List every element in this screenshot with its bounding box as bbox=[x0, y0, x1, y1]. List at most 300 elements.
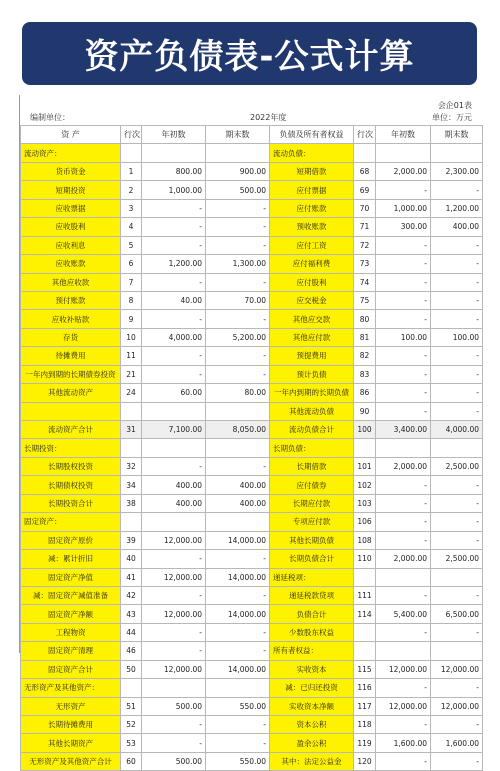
asset-opening-cell[interactable]: - bbox=[142, 716, 206, 734]
liability-closing-cell[interactable]: - bbox=[431, 494, 483, 512]
liability-opening-cell[interactable]: - bbox=[376, 752, 431, 770]
liability-opening-cell[interactable]: 12,000.00 bbox=[376, 660, 431, 678]
liability-closing-cell[interactable]: 1,600.00 bbox=[431, 734, 483, 752]
liability-opening-cell[interactable]: - bbox=[376, 586, 431, 604]
liability-opening-cell[interactable]: - bbox=[376, 402, 431, 420]
asset-line-no-cell[interactable]: 24 bbox=[121, 384, 142, 402]
liability-opening-cell[interactable]: 300.00 bbox=[376, 218, 431, 236]
liability-name-cell[interactable]: 其他长期负债 bbox=[270, 531, 354, 549]
asset-name-cell[interactable]: 应收股利 bbox=[21, 218, 121, 236]
asset-name-cell[interactable]: 应收利息 bbox=[21, 236, 121, 254]
table-row bbox=[21, 439, 483, 457]
asset-closing-cell[interactable]: - bbox=[206, 218, 270, 236]
asset-closing-cell[interactable]: - bbox=[206, 457, 270, 475]
asset-name-cell[interactable]: 长期债权投资 bbox=[21, 476, 121, 494]
liability-line-no-cell[interactable]: 72 bbox=[354, 236, 376, 254]
asset-closing-cell[interactable]: 14,000.00 bbox=[206, 531, 270, 549]
liability-opening-cell[interactable]: - bbox=[376, 291, 431, 309]
asset-closing-cell[interactable] bbox=[206, 679, 270, 697]
column-header[interactable]: 负债及所有者权益 bbox=[270, 126, 354, 144]
liability-opening-cell[interactable]: 2,000.00 bbox=[376, 457, 431, 475]
liability-line-no-cell[interactable] bbox=[354, 568, 376, 586]
asset-opening-cell[interactable]: 12,000.00 bbox=[142, 568, 206, 586]
asset-closing-cell[interactable]: 5,200.00 bbox=[206, 328, 270, 346]
liability-line-no-cell[interactable]: 106 bbox=[354, 513, 376, 531]
asset-name-cell[interactable]: 流动资产： bbox=[21, 144, 121, 162]
liability-name-cell[interactable]: 预收账款 bbox=[270, 218, 354, 236]
liability-line-no-cell[interactable]: 81 bbox=[354, 328, 376, 346]
liability-closing-cell[interactable]: 1,200.00 bbox=[431, 199, 483, 217]
liability-line-no-cell[interactable]: 120 bbox=[354, 752, 376, 770]
liability-name-cell[interactable]: 少数股东权益 bbox=[270, 623, 354, 641]
liability-line-no-cell[interactable]: 118 bbox=[354, 716, 376, 734]
asset-line-no-cell[interactable]: 7 bbox=[121, 273, 142, 291]
liability-name-cell[interactable]: 所有者权益： bbox=[270, 642, 354, 660]
liability-opening-cell[interactable]: 1,000.00 bbox=[376, 199, 431, 217]
liability-name-cell[interactable]: 专项应付款 bbox=[270, 513, 354, 531]
liability-opening-cell[interactable]: - bbox=[376, 494, 431, 512]
liability-closing-cell[interactable]: - bbox=[431, 347, 483, 365]
liability-closing-cell[interactable]: - bbox=[431, 384, 483, 402]
banner-title: 资产负债表-公式计算 bbox=[84, 37, 415, 77]
asset-closing-cell[interactable]: 8,050.00 bbox=[206, 421, 270, 439]
asset-name-cell[interactable]: 长期待摊费用 bbox=[21, 716, 121, 734]
asset-line-no-cell[interactable]: 10 bbox=[121, 328, 142, 346]
asset-opening-cell[interactable]: - bbox=[142, 199, 206, 217]
liability-opening-cell[interactable]: - bbox=[376, 476, 431, 494]
liability-line-no-cell[interactable] bbox=[354, 623, 376, 641]
asset-opening-cell[interactable] bbox=[142, 402, 206, 420]
liability-line-no-cell[interactable]: 110 bbox=[354, 550, 376, 568]
asset-line-no-cell[interactable]: 5 bbox=[121, 236, 142, 254]
asset-closing-cell[interactable]: 1,300.00 bbox=[206, 255, 270, 273]
column-header[interactable]: 年初数 bbox=[142, 126, 206, 144]
asset-name-cell[interactable]: 固定资产： bbox=[21, 513, 121, 531]
liability-opening-cell[interactable]: 5,400.00 bbox=[376, 605, 431, 623]
column-header[interactable]: 行次 bbox=[354, 126, 376, 144]
liability-line-no-cell[interactable]: 90 bbox=[354, 402, 376, 420]
liability-closing-cell[interactable]: - bbox=[431, 255, 483, 273]
liability-closing-cell[interactable]: - bbox=[431, 181, 483, 199]
asset-opening-cell[interactable]: - bbox=[142, 218, 206, 236]
asset-opening-cell[interactable]: 4,000.00 bbox=[142, 328, 206, 346]
asset-opening-cell[interactable]: 800.00 bbox=[142, 162, 206, 180]
asset-name-cell[interactable]: 长期股权投资 bbox=[21, 457, 121, 475]
liability-line-no-cell[interactable] bbox=[354, 144, 376, 162]
liability-name-cell[interactable]: 应付票据 bbox=[270, 181, 354, 199]
liability-opening-cell[interactable]: - bbox=[376, 531, 431, 549]
asset-line-no-cell[interactable]: 43 bbox=[121, 605, 142, 623]
asset-closing-cell[interactable]: 70.00 bbox=[206, 291, 270, 309]
sheet-meta-row bbox=[20, 112, 482, 124]
asset-name-cell[interactable]: 待摊费用 bbox=[21, 347, 121, 365]
liability-closing-cell[interactable]: 6,500.00 bbox=[431, 605, 483, 623]
liability-closing-cell[interactable] bbox=[431, 439, 483, 457]
liability-opening-cell[interactable]: 2,000.00 bbox=[376, 550, 431, 568]
column-header[interactable]: 资 产 bbox=[21, 126, 121, 144]
asset-name-cell[interactable]: 流动资产合计 bbox=[21, 421, 121, 439]
liability-line-no-cell[interactable]: 116 bbox=[354, 679, 376, 697]
liability-line-no-cell[interactable]: 73 bbox=[354, 255, 376, 273]
balance-sheet bbox=[19, 95, 482, 767]
asset-line-no-cell[interactable]: 11 bbox=[121, 347, 142, 365]
asset-line-no-cell[interactable]: 4 bbox=[121, 218, 142, 236]
asset-name-cell[interactable]: 长期投资： bbox=[21, 439, 121, 457]
liability-closing-cell[interactable] bbox=[431, 568, 483, 586]
liability-opening-cell[interactable]: - bbox=[376, 310, 431, 328]
asset-opening-cell[interactable]: 7,100.00 bbox=[142, 421, 206, 439]
liability-closing-cell[interactable]: 400.00 bbox=[431, 218, 483, 236]
asset-closing-cell[interactable]: 400.00 bbox=[206, 476, 270, 494]
liability-name-cell[interactable]: 应交税金 bbox=[270, 291, 354, 309]
asset-closing-cell[interactable] bbox=[206, 439, 270, 457]
liability-name-cell[interactable]: 递延税项： bbox=[270, 568, 354, 586]
liability-name-cell[interactable]: 流动负债： bbox=[270, 144, 354, 162]
liability-closing-cell[interactable]: - bbox=[431, 752, 483, 770]
asset-line-no-cell[interactable]: 32 bbox=[121, 457, 142, 475]
liability-line-no-cell[interactable]: 117 bbox=[354, 697, 376, 715]
asset-line-no-cell[interactable]: 39 bbox=[121, 531, 142, 549]
asset-opening-cell[interactable] bbox=[142, 513, 206, 531]
liability-opening-cell[interactable]: - bbox=[376, 347, 431, 365]
liability-opening-cell[interactable] bbox=[376, 439, 431, 457]
asset-line-no-cell[interactable] bbox=[121, 513, 142, 531]
liability-line-no-cell[interactable]: 86 bbox=[354, 384, 376, 402]
asset-closing-cell[interactable]: - bbox=[206, 716, 270, 734]
liability-line-no-cell[interactable]: 100 bbox=[354, 421, 376, 439]
asset-line-no-cell[interactable]: 31 bbox=[121, 421, 142, 439]
table-row bbox=[21, 494, 483, 512]
asset-name-cell[interactable]: 工程物资 bbox=[21, 623, 121, 641]
asset-opening-cell[interactable]: - bbox=[142, 623, 206, 641]
asset-closing-cell[interactable] bbox=[206, 144, 270, 162]
liability-opening-cell[interactable]: - bbox=[376, 623, 431, 641]
liability-name-cell[interactable]: 应付工资 bbox=[270, 236, 354, 254]
asset-opening-cell[interactable]: 1,200.00 bbox=[142, 255, 206, 273]
liability-line-no-cell[interactable] bbox=[354, 642, 376, 660]
asset-opening-cell[interactable]: - bbox=[142, 236, 206, 254]
asset-name-cell[interactable] bbox=[21, 402, 121, 420]
liability-name-cell[interactable]: 应付福利费 bbox=[270, 255, 354, 273]
liability-opening-cell[interactable]: 3,400.00 bbox=[376, 421, 431, 439]
liability-name-cell[interactable]: 长期借款 bbox=[270, 457, 354, 475]
liability-opening-cell[interactable]: - bbox=[376, 181, 431, 199]
asset-line-no-cell[interactable] bbox=[121, 144, 142, 162]
asset-name-cell[interactable]: 固定资产净额 bbox=[21, 605, 121, 623]
liability-name-cell[interactable]: 长期负债： bbox=[270, 439, 354, 457]
asset-opening-cell[interactable]: - bbox=[142, 734, 206, 752]
liability-name-cell[interactable]: 预计负债 bbox=[270, 365, 354, 383]
liability-closing-cell[interactable]: 2,500.00 bbox=[431, 457, 483, 475]
asset-line-no-cell[interactable]: 38 bbox=[121, 494, 142, 512]
asset-name-cell[interactable]: 其他流动资产 bbox=[21, 384, 121, 402]
asset-closing-cell[interactable]: - bbox=[206, 347, 270, 365]
liability-opening-cell[interactable] bbox=[376, 144, 431, 162]
asset-name-cell[interactable]: 固定资产原价 bbox=[21, 531, 121, 549]
asset-opening-cell[interactable]: - bbox=[142, 365, 206, 383]
liability-opening-cell[interactable]: - bbox=[376, 716, 431, 734]
asset-closing-cell[interactable]: - bbox=[206, 586, 270, 604]
column-header[interactable]: 期末数 bbox=[206, 126, 270, 144]
asset-line-no-cell[interactable]: 50 bbox=[121, 660, 142, 678]
liability-name-cell[interactable]: 减：已归还投资 bbox=[270, 679, 354, 697]
asset-closing-cell[interactable]: 550.00 bbox=[206, 697, 270, 715]
asset-opening-cell[interactable] bbox=[142, 439, 206, 457]
liability-name-cell[interactable]: 递延税款贷项 bbox=[270, 586, 354, 604]
liability-line-no-cell[interactable]: 103 bbox=[354, 494, 376, 512]
liability-line-no-cell[interactable]: 69 bbox=[354, 181, 376, 199]
asset-closing-cell[interactable]: - bbox=[206, 199, 270, 217]
asset-name-cell[interactable]: 应收账款 bbox=[21, 255, 121, 273]
liability-name-cell[interactable]: 实收资本 bbox=[270, 660, 354, 678]
asset-line-no-cell[interactable]: 46 bbox=[121, 642, 142, 660]
asset-name-cell[interactable]: 货币资金 bbox=[21, 162, 121, 180]
asset-name-cell[interactable]: 固定资产清理 bbox=[21, 642, 121, 660]
liability-closing-cell[interactable]: 4,000.00 bbox=[431, 421, 483, 439]
asset-line-no-cell[interactable]: 42 bbox=[121, 586, 142, 604]
liability-closing-cell[interactable]: - bbox=[431, 365, 483, 383]
asset-line-no-cell[interactable]: 53 bbox=[121, 734, 142, 752]
liability-closing-cell[interactable]: 12,000.00 bbox=[431, 660, 483, 678]
asset-opening-cell[interactable]: 40.00 bbox=[142, 291, 206, 309]
liability-line-no-cell[interactable]: 115 bbox=[354, 660, 376, 678]
liability-name-cell[interactable]: 流动负债合计 bbox=[270, 421, 354, 439]
asset-name-cell[interactable]: 一年内到期的长期债券投资 bbox=[21, 365, 121, 383]
asset-closing-cell[interactable]: - bbox=[206, 273, 270, 291]
asset-closing-cell[interactable]: - bbox=[206, 623, 270, 641]
asset-name-cell[interactable]: 短期投资 bbox=[21, 181, 121, 199]
asset-line-no-cell[interactable]: 44 bbox=[121, 623, 142, 641]
liability-name-cell[interactable]: 负债合计 bbox=[270, 605, 354, 623]
liability-name-cell[interactable]: 其他应交款 bbox=[270, 310, 354, 328]
liability-closing-cell[interactable]: - bbox=[431, 623, 483, 641]
liability-closing-cell[interactable]: - bbox=[431, 291, 483, 309]
liability-line-no-cell[interactable]: 80 bbox=[354, 310, 376, 328]
liability-name-cell[interactable]: 应付股利 bbox=[270, 273, 354, 291]
table-row bbox=[21, 347, 483, 365]
liability-closing-cell[interactable]: - bbox=[431, 402, 483, 420]
table-row bbox=[21, 457, 483, 475]
asset-name-cell[interactable]: 长期投资合计 bbox=[21, 494, 121, 512]
liability-name-cell[interactable]: 短期借款 bbox=[270, 162, 354, 180]
asset-opening-cell[interactable]: - bbox=[142, 310, 206, 328]
asset-name-cell[interactable]: 其他应收款 bbox=[21, 273, 121, 291]
asset-opening-cell[interactable]: - bbox=[142, 273, 206, 291]
liability-name-cell[interactable]: 资本公积 bbox=[270, 716, 354, 734]
asset-opening-cell[interactable]: - bbox=[142, 457, 206, 475]
liability-closing-cell[interactable]: - bbox=[431, 513, 483, 531]
asset-line-no-cell[interactable] bbox=[121, 679, 142, 697]
liability-opening-cell[interactable] bbox=[376, 642, 431, 660]
asset-closing-cell[interactable] bbox=[206, 402, 270, 420]
asset-line-no-cell[interactable]: 1 bbox=[121, 162, 142, 180]
asset-closing-cell[interactable]: 550.00 bbox=[206, 752, 270, 770]
asset-closing-cell[interactable]: 900.00 bbox=[206, 162, 270, 180]
table-row bbox=[21, 291, 483, 309]
liability-opening-cell[interactable]: - bbox=[376, 513, 431, 531]
liability-line-no-cell[interactable]: 68 bbox=[354, 162, 376, 180]
liability-line-no-cell[interactable]: 101 bbox=[354, 457, 376, 475]
liability-name-cell[interactable]: 长期应付款 bbox=[270, 494, 354, 512]
liability-name-cell[interactable]: 应付账款 bbox=[270, 199, 354, 217]
header-row bbox=[21, 126, 483, 144]
asset-closing-cell[interactable]: 14,000.00 bbox=[206, 605, 270, 623]
column-header[interactable]: 行次 bbox=[121, 126, 142, 144]
liability-name-cell[interactable]: 预提费用 bbox=[270, 347, 354, 365]
asset-name-cell[interactable]: 固定资产净值 bbox=[21, 568, 121, 586]
asset-opening-cell[interactable]: 12,000.00 bbox=[142, 660, 206, 678]
asset-name-cell[interactable]: 减：累计折旧 bbox=[21, 550, 121, 568]
asset-line-no-cell[interactable] bbox=[121, 402, 142, 420]
liability-closing-cell[interactable]: - bbox=[431, 586, 483, 604]
liability-opening-cell[interactable]: 1,600.00 bbox=[376, 734, 431, 752]
liability-name-cell[interactable]: 其中：法定公益金 bbox=[270, 752, 354, 770]
asset-closing-cell[interactable] bbox=[206, 513, 270, 531]
asset-line-no-cell[interactable] bbox=[121, 439, 142, 457]
table-row bbox=[21, 568, 483, 586]
liability-closing-cell[interactable]: 12,000.00 bbox=[431, 697, 483, 715]
asset-opening-cell[interactable]: 60.00 bbox=[142, 384, 206, 402]
liability-line-no-cell[interactable]: 82 bbox=[354, 347, 376, 365]
liability-closing-cell[interactable]: 100.00 bbox=[431, 328, 483, 346]
asset-closing-cell[interactable]: 14,000.00 bbox=[206, 660, 270, 678]
asset-name-cell[interactable]: 减：固定资产减值准备 bbox=[21, 586, 121, 604]
company-label: 编制单位： bbox=[30, 113, 70, 122]
liability-line-no-cell[interactable]: 114 bbox=[354, 605, 376, 623]
asset-opening-cell[interactable]: 1,000.00 bbox=[142, 181, 206, 199]
asset-line-no-cell[interactable]: 3 bbox=[121, 199, 142, 217]
liability-opening-cell[interactable]: - bbox=[376, 679, 431, 697]
liability-line-no-cell[interactable] bbox=[354, 439, 376, 457]
liability-line-no-cell[interactable]: 74 bbox=[354, 273, 376, 291]
liability-closing-cell[interactable]: 2,300.00 bbox=[431, 162, 483, 180]
liability-name-cell[interactable]: 长期负债合计 bbox=[270, 550, 354, 568]
column-header[interactable]: 年初数 bbox=[376, 126, 431, 144]
asset-opening-cell[interactable]: 12,000.00 bbox=[142, 605, 206, 623]
asset-line-no-cell[interactable]: 40 bbox=[121, 550, 142, 568]
asset-closing-cell[interactable]: - bbox=[206, 236, 270, 254]
liability-opening-cell[interactable]: - bbox=[376, 365, 431, 383]
column-header[interactable]: 期末数 bbox=[431, 126, 483, 144]
table-row bbox=[21, 586, 483, 604]
liability-opening-cell[interactable]: 100.00 bbox=[376, 328, 431, 346]
asset-line-no-cell[interactable]: 41 bbox=[121, 568, 142, 586]
asset-closing-cell[interactable]: - bbox=[206, 365, 270, 383]
liability-opening-cell[interactable]: - bbox=[376, 273, 431, 291]
asset-name-cell[interactable]: 预付账款 bbox=[21, 291, 121, 309]
asset-opening-cell[interactable]: - bbox=[142, 586, 206, 604]
liability-closing-cell[interactable]: - bbox=[431, 531, 483, 549]
liability-closing-cell[interactable]: - bbox=[431, 679, 483, 697]
liability-opening-cell[interactable]: - bbox=[376, 255, 431, 273]
liability-name-cell[interactable]: 实收资本净额 bbox=[270, 697, 354, 715]
asset-line-no-cell[interactable]: 9 bbox=[121, 310, 142, 328]
asset-opening-cell[interactable]: - bbox=[142, 550, 206, 568]
asset-opening-cell[interactable]: 400.00 bbox=[142, 494, 206, 512]
liability-opening-cell[interactable]: 12,000.00 bbox=[376, 697, 431, 715]
liability-closing-cell[interactable]: - bbox=[431, 310, 483, 328]
asset-closing-cell[interactable]: 80.00 bbox=[206, 384, 270, 402]
liability-closing-cell[interactable]: - bbox=[431, 476, 483, 494]
liability-opening-cell[interactable]: - bbox=[376, 236, 431, 254]
asset-line-no-cell[interactable]: 8 bbox=[121, 291, 142, 309]
asset-opening-cell[interactable]: 400.00 bbox=[142, 476, 206, 494]
liability-line-no-cell[interactable]: 108 bbox=[354, 531, 376, 549]
asset-line-no-cell[interactable]: 52 bbox=[121, 716, 142, 734]
asset-opening-cell[interactable]: - bbox=[142, 642, 206, 660]
asset-opening-cell[interactable]: 500.00 bbox=[142, 752, 206, 770]
liability-opening-cell[interactable]: - bbox=[376, 384, 431, 402]
asset-closing-cell[interactable]: 400.00 bbox=[206, 494, 270, 512]
asset-name-cell[interactable]: 其他长期资产 bbox=[21, 734, 121, 752]
asset-opening-cell[interactable]: 12,000.00 bbox=[142, 531, 206, 549]
asset-name-cell[interactable]: 固定资产合计 bbox=[21, 660, 121, 678]
liability-closing-cell[interactable]: - bbox=[431, 716, 483, 734]
liability-opening-cell[interactable] bbox=[376, 568, 431, 586]
asset-name-cell[interactable]: 无形资产及其他资产： bbox=[21, 679, 121, 697]
liability-closing-cell[interactable]: 2,500.00 bbox=[431, 550, 483, 568]
table-row bbox=[21, 697, 483, 715]
asset-line-no-cell[interactable]: 34 bbox=[121, 476, 142, 494]
liability-name-cell[interactable]: 盈余公积 bbox=[270, 734, 354, 752]
liability-line-no-cell[interactable]: 70 bbox=[354, 199, 376, 217]
table-row bbox=[21, 752, 483, 770]
asset-closing-cell[interactable]: - bbox=[206, 642, 270, 660]
asset-closing-cell[interactable]: 500.00 bbox=[206, 181, 270, 199]
asset-closing-cell[interactable]: - bbox=[206, 550, 270, 568]
asset-line-no-cell[interactable]: 6 bbox=[121, 255, 142, 273]
asset-name-cell[interactable]: 应收票据 bbox=[21, 199, 121, 217]
asset-line-no-cell[interactable]: 51 bbox=[121, 697, 142, 715]
asset-line-no-cell[interactable]: 2 bbox=[121, 181, 142, 199]
asset-opening-cell[interactable]: - bbox=[142, 347, 206, 365]
asset-name-cell[interactable]: 存货 bbox=[21, 328, 121, 346]
liability-line-no-cell[interactable]: 102 bbox=[354, 476, 376, 494]
asset-name-cell[interactable]: 无形资产及其他资产合计 bbox=[21, 752, 121, 770]
liability-closing-cell[interactable] bbox=[431, 642, 483, 660]
liability-name-cell[interactable]: 一年内到期的长期负债 bbox=[270, 384, 354, 402]
liability-name-cell[interactable]: 应付债券 bbox=[270, 476, 354, 494]
table-row bbox=[21, 218, 483, 236]
liability-opening-cell[interactable]: 2,000.00 bbox=[376, 162, 431, 180]
liability-line-no-cell[interactable]: 83 bbox=[354, 365, 376, 383]
liability-line-no-cell[interactable]: 111 bbox=[354, 586, 376, 604]
liability-name-cell[interactable]: 其他流动负债 bbox=[270, 402, 354, 420]
table-row bbox=[21, 660, 483, 678]
asset-closing-cell[interactable]: - bbox=[206, 310, 270, 328]
table-row bbox=[21, 476, 483, 494]
liability-name-cell[interactable]: 其他应付款 bbox=[270, 328, 354, 346]
table-row bbox=[21, 199, 483, 217]
asset-name-cell[interactable]: 无形资产 bbox=[21, 697, 121, 715]
asset-closing-cell[interactable]: 14,000.00 bbox=[206, 568, 270, 586]
liability-closing-cell[interactable]: - bbox=[431, 273, 483, 291]
liability-line-no-cell[interactable]: 71 bbox=[354, 218, 376, 236]
liability-closing-cell[interactable]: - bbox=[431, 236, 483, 254]
table-row bbox=[21, 716, 483, 734]
liability-line-no-cell[interactable]: 75 bbox=[354, 291, 376, 309]
asset-opening-cell[interactable] bbox=[142, 679, 206, 697]
asset-name-cell[interactable]: 应收补贴款 bbox=[21, 310, 121, 328]
asset-closing-cell[interactable]: - bbox=[206, 734, 270, 752]
table-row bbox=[21, 310, 483, 328]
asset-opening-cell[interactable] bbox=[142, 144, 206, 162]
asset-opening-cell[interactable]: 500.00 bbox=[142, 697, 206, 715]
asset-line-no-cell[interactable]: 60 bbox=[121, 752, 142, 770]
liability-line-no-cell[interactable]: 119 bbox=[354, 734, 376, 752]
liability-closing-cell[interactable] bbox=[431, 144, 483, 162]
asset-line-no-cell[interactable]: 21 bbox=[121, 365, 142, 383]
